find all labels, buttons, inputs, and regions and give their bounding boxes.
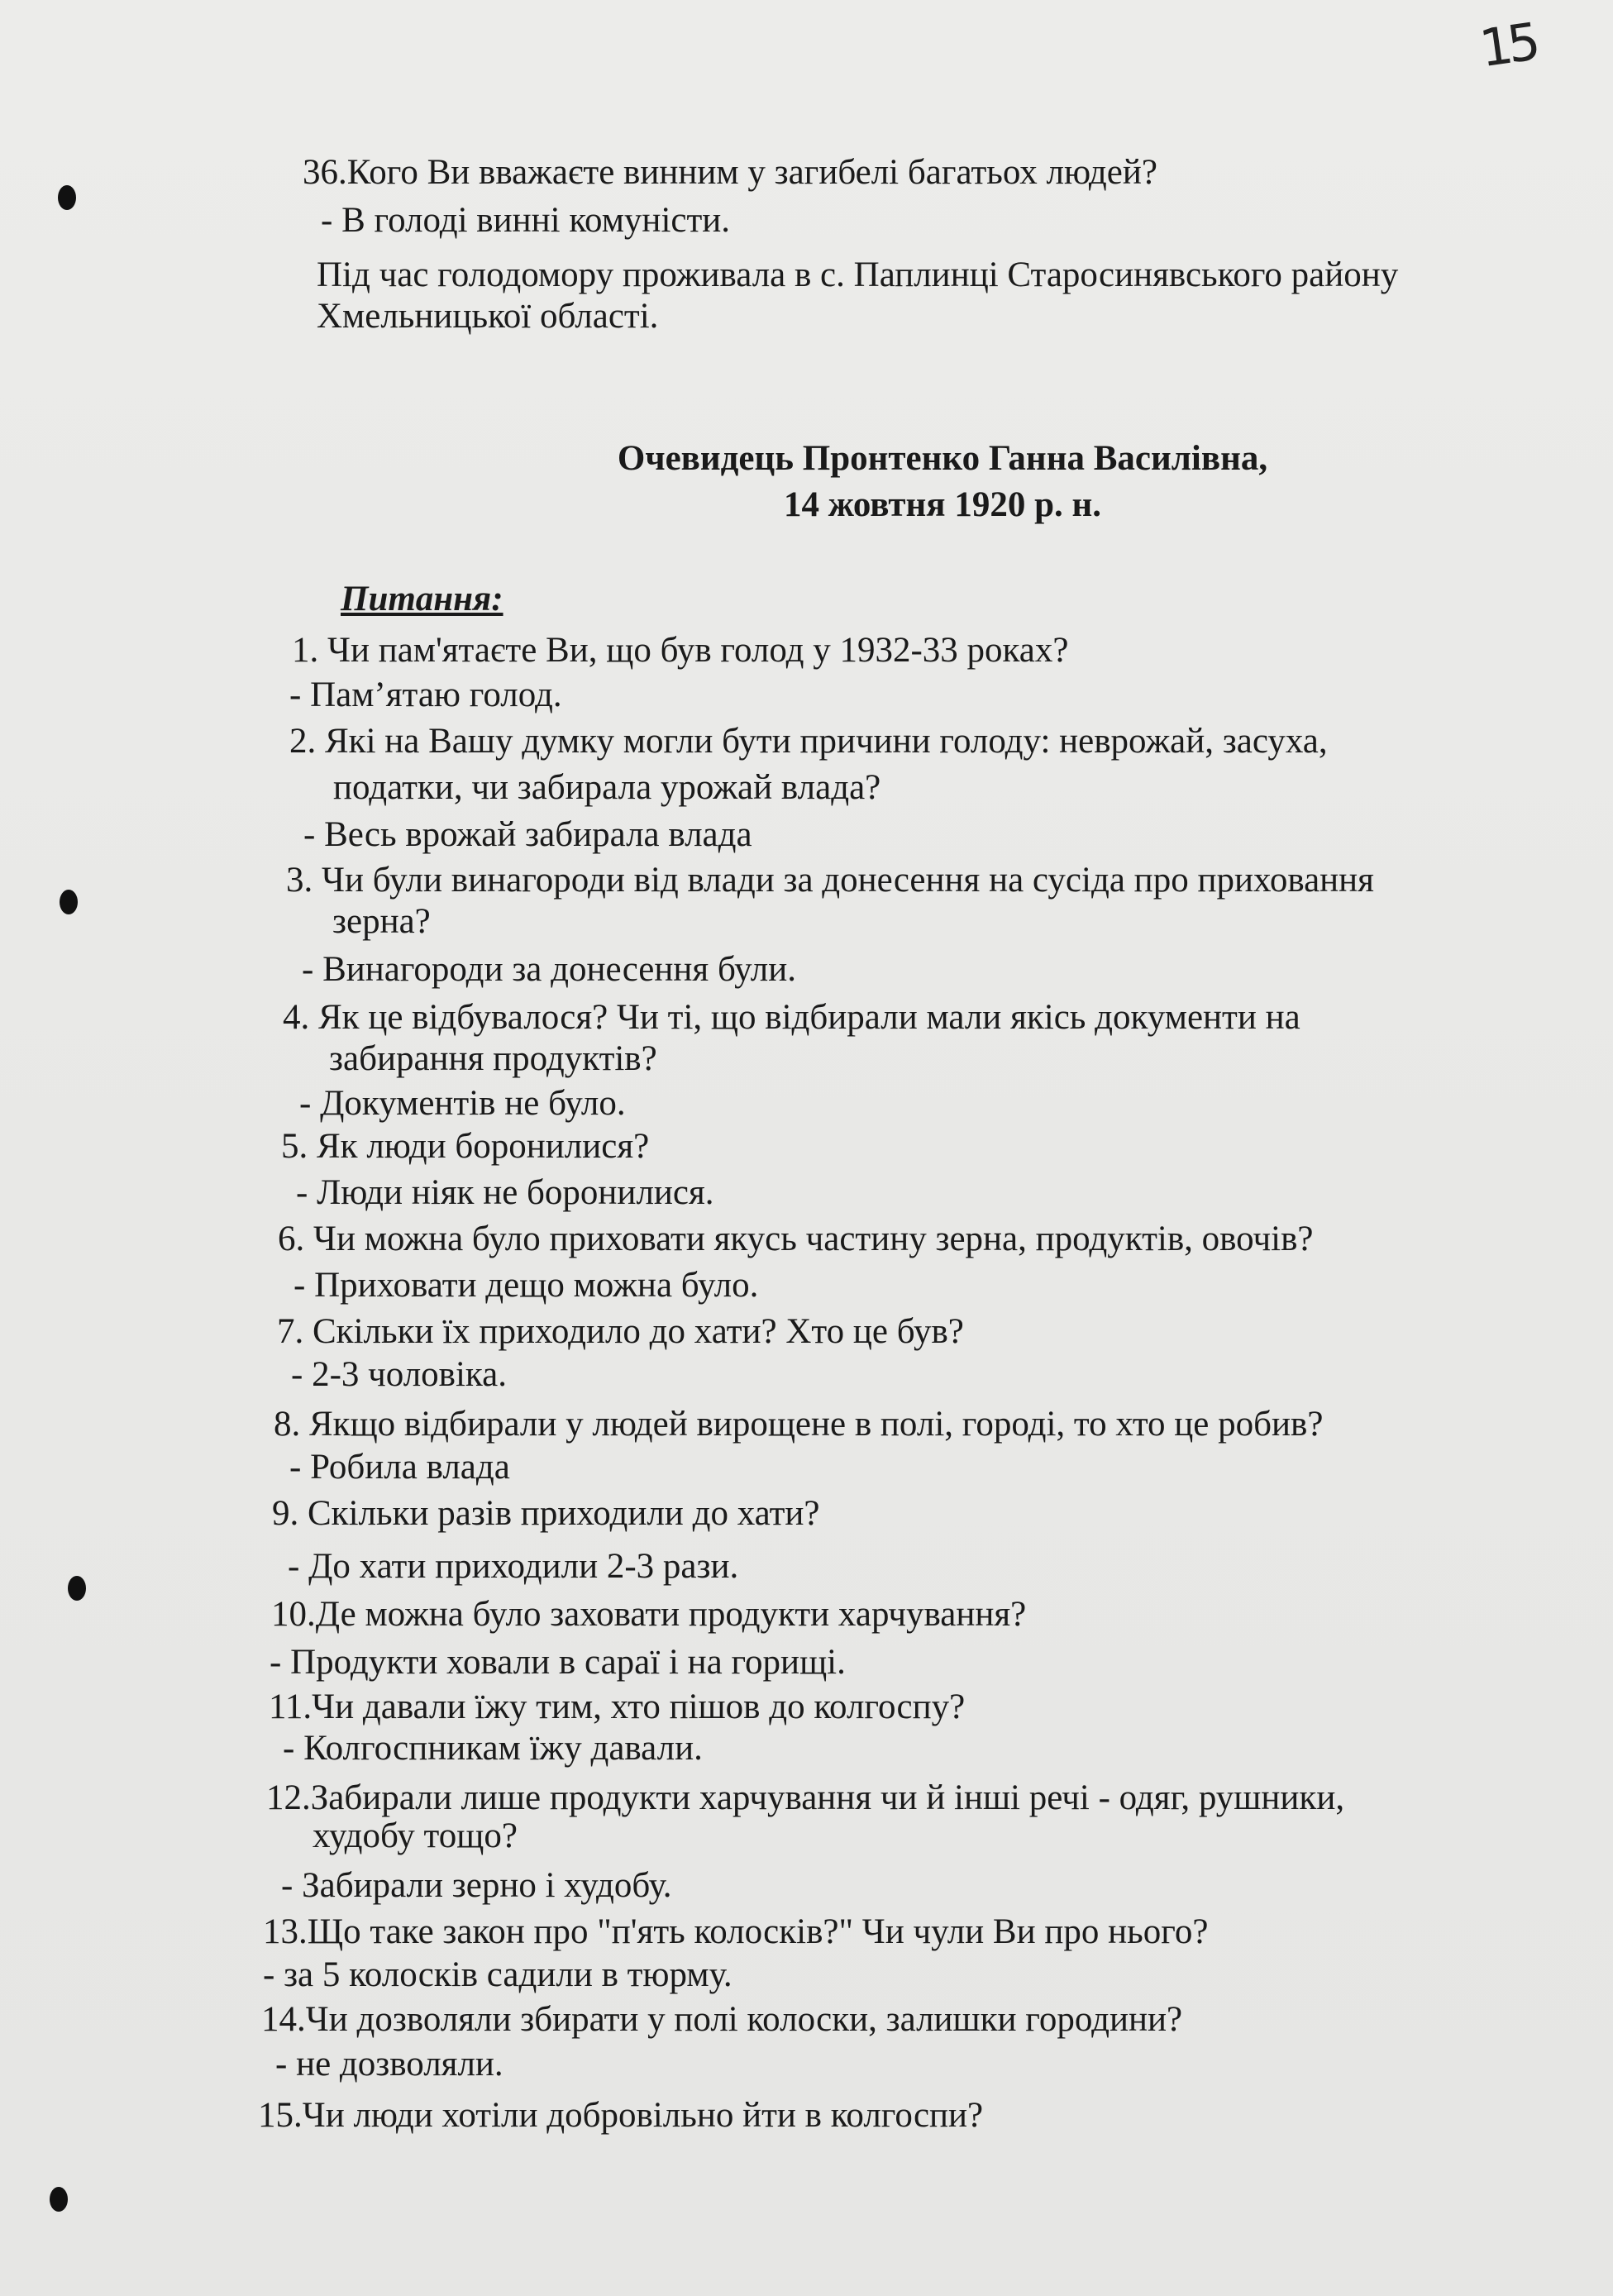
answer-7: - 2-3 чоловіка. (291, 1355, 507, 1394)
answer-14: - не дозволяли. (275, 2045, 503, 2084)
answer-36: - В голоді винні комуністи. (321, 201, 731, 240)
answer-1: - Пам’ятаю голод. (289, 675, 562, 714)
handwritten-page-number: 15 (1476, 11, 1539, 79)
question-13: 13.Що таке закон про "п'ять колосків?" Чи чули Ви про нього? (263, 1912, 1209, 1951)
question-15: 15.Чи люди хотіли добровільно йти в колгоспи? (258, 2096, 984, 2135)
question-2-cont: податки, чи забирала урожай влада? (333, 768, 881, 807)
question-7: 7. Скільки їх приходило до хати? Хто це був? (277, 1312, 964, 1351)
question-5: 5. Як люди боронилися? (281, 1127, 650, 1166)
question-4: 4. Як це відбувалося? Чи ті, що відбирали мали якісь документи на (283, 998, 1300, 1037)
punch-hole (50, 2187, 68, 2212)
question-11: 11.Чи давали їжу тим, хто пішов до колгоспу? (269, 1687, 966, 1726)
question-12: 12.Забирали лише продукти харчування чи й інші речі - одяг, рушники, (266, 1778, 1345, 1817)
witness-birth-date: 14 жовтня 1920 р. н. (783, 485, 1102, 524)
answer-3: - Винагороди за донесення були. (302, 950, 797, 989)
witness-name: Очевидець Пронтенко Ганна Василівна, (617, 439, 1268, 478)
question-3: 3. Чи були винагороди від влади за донесення на сусіда про приховання (286, 861, 1374, 900)
question-14: 14.Чи дозволяли збирати у полі колоски, залишки городини? (261, 2000, 1183, 2039)
question-9: 9. Скільки разів приходили до хати? (272, 1494, 820, 1533)
punch-hole (60, 890, 78, 914)
answer-9: - До хати приходили 2-3 рази. (288, 1547, 739, 1586)
answer-11: - Колгоспникам їжу давали. (283, 1729, 703, 1768)
answer-5: - Люди ніяк не боронилися. (296, 1173, 714, 1212)
question-12-cont: худобу тощо? (313, 1816, 518, 1855)
answer-10: - Продукти ховали в сараї і на горищі. (270, 1643, 846, 1682)
punch-hole (68, 1576, 86, 1601)
question-2: 2. Які на Вашу думку могли бути причини голоду: неврожай, засуха, (289, 722, 1328, 761)
residence-note-line-1: Під час голодомору проживала в с. Паплинці Старосинявського району (317, 255, 1399, 294)
answer-2: - Весь врожай забирала влада (303, 815, 752, 854)
question-6: 6. Чи можна було приховати якусь частину зерна, продуктів, овочів? (278, 1220, 1314, 1258)
answer-6: - Приховати дещо можна було. (293, 1266, 759, 1305)
question-8: 8. Якщо відбирали у людей вирощене в полі, городі, то хто це робив? (274, 1405, 1324, 1444)
question-4-cont: забирання продуктів? (329, 1039, 657, 1078)
answer-8: - Робила влада (289, 1448, 510, 1487)
question-10: 10.Де можна було заховати продукти харчування? (271, 1595, 1027, 1634)
answer-12: - Забирали зерно і худобу. (281, 1866, 672, 1905)
question-1: 1. Чи пам'ятаєте Ви, що був голод у 1932-33 роках? (292, 631, 1069, 670)
residence-note-line-2: Хмельницької області. (317, 297, 659, 336)
question-36: 36.Кого Ви вважаєте винним у загибелі багатьох людей? (303, 153, 1157, 192)
punch-hole (58, 185, 76, 210)
question-3-cont: зерна? (332, 902, 431, 941)
questions-section-title: Питання: (341, 580, 503, 618)
answer-13: - за 5 колосків садили в тюрму. (263, 1955, 733, 1994)
answer-4: - Документів не було. (299, 1084, 626, 1123)
